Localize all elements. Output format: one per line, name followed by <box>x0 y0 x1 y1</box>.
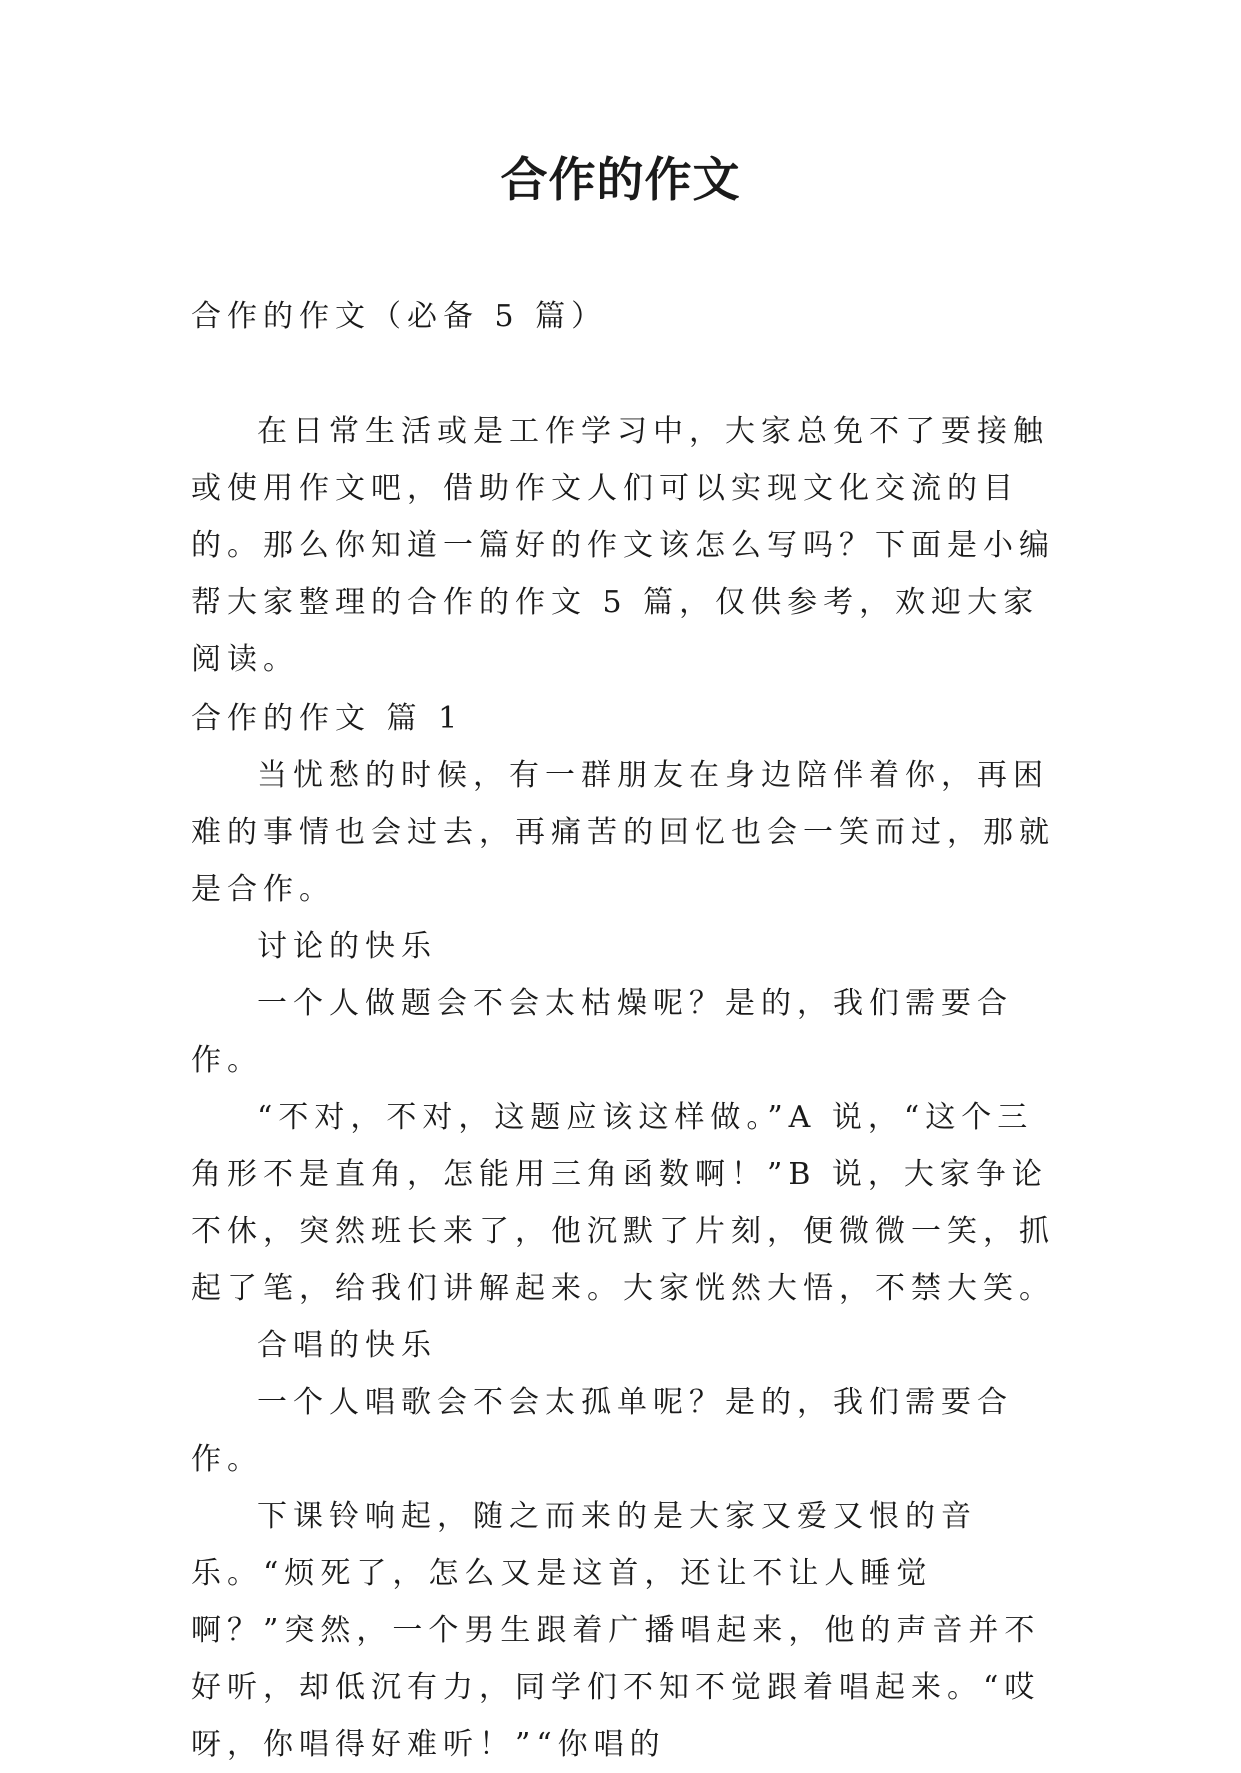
section-1 <box>191 690 1061 1773</box>
section-paragraph: 下课铃响起，随之而来的是大家又爱又恨的音乐。“烦死了，怎么又是这首，还让不让人睡觉啊？”突然，一个男生跟着广播唱起来，他的声音并不好听，却低沉有力，同学们不知不觉跟着唱起来。“哎呀，你唱得好难听！”“你唱的 <box>191 1499 1041 1762</box>
subheading-discussion: 讨论的快乐 <box>257 929 437 964</box>
document-subtitle: 合作的作文（必备 5 篇） <box>191 299 608 334</box>
intro-block <box>191 403 1061 688</box>
document-title: 合作的作文 <box>500 153 741 208</box>
intro-paragraph: 在日常生活或是工作学习中，大家总免不了要接触或使用作文吧，借助作文人们可以实现文化交流的目的。那么你知道一篇好的作文该怎么写吗？下面是小编帮大家整理的合作的作文 5 篇，仅供参考，欢迎大家阅读。 <box>191 414 1055 677</box>
section-paragraph: 一个人做题会不会太枯燥呢？是的，我们需要合作。 <box>191 986 1013 1078</box>
section-paragraph: 当忧愁的时候，有一群朋友在身边陪伴着你，再困难的事情也会过去，再痛苦的回忆也会一笑而过，那就是合作。 <box>191 758 1055 907</box>
section-paragraph: 一个人唱歌会不会太孤单呢？是的，我们需要合作。 <box>191 1385 1013 1477</box>
section-heading: 合作的作文 篇 1 <box>191 701 464 736</box>
document-subtitle-block <box>191 288 1061 345</box>
subheading-chorus: 合唱的快乐 <box>257 1328 437 1363</box>
section-paragraph: “不对，不对，这题应该这样做。”A 说，“这个三角形不是直角，怎能用三角函数啊！”B 说，大家争论不休，突然班长来了，他沉默了片刻，便微微一笑，抓起了笔，给我们讲解起来。大家恍然大悟，不禁大笑。 <box>191 1100 1055 1306</box>
